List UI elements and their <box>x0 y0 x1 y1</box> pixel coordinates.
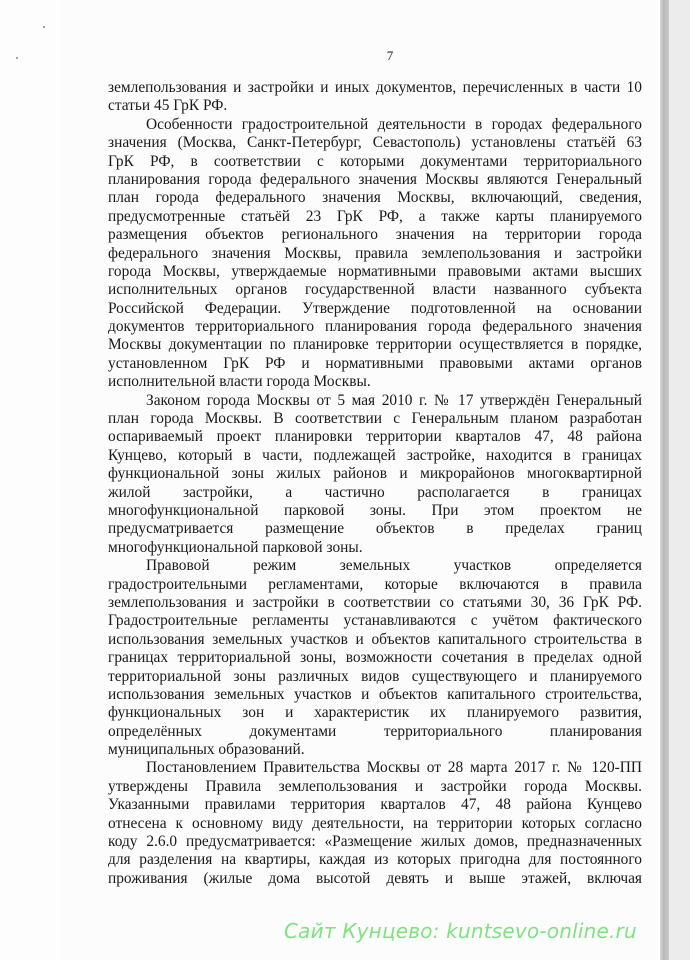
text-line: для разделения на квартиры, каждая из которых пригодна для постоянного <box>108 851 642 869</box>
text-line: землепользования и застройки и иных документов, перечисленных в части 10 <box>108 79 642 96</box>
text-line: проживания (жилые дома высотой девять и выше этажей, включая <box>108 869 642 887</box>
text-line: исполнительных органов государственной власти названного субъекта <box>108 281 642 299</box>
text-line: Градостроительные регламенты устанавливаются с учётом фактического <box>108 612 642 630</box>
text-line: функциональных зон и характеристик их планируемого развития, <box>108 704 642 722</box>
text-line: предусмотренные статьёй 23 ГрК РФ, а также карты планируемого <box>108 207 642 225</box>
text-line: предусматривается размещение объектов в пределах границ <box>108 520 642 538</box>
text-line: ГрК РФ, в соответствии с которыми документами территориального <box>108 152 642 170</box>
text-line: Особенности градостроительной деятельности в городах федерального <box>146 115 642 133</box>
text-line: многофункциональной парковой зоны. При этом проектом не <box>108 501 642 519</box>
scan-background-strip <box>669 0 690 960</box>
text-line: определённых документами территориального планирования <box>108 722 642 740</box>
text-line: оспариваемый проект планировки территории кварталов 47, 48 района <box>108 428 642 446</box>
text-line: территориальной зоны различных видов существующего и планируемого <box>108 667 642 685</box>
text-line: установленном ГрК РФ и нормативными правовыми актами органов <box>108 354 642 372</box>
text-line: Москвы документации по планировке территории осуществляется в порядке, <box>108 336 642 354</box>
text-line: планирования города федерального значения Москвы являются Генеральный <box>108 170 642 188</box>
text-line: план города Москвы. В соответствии с Генеральным планом разработан <box>108 410 642 428</box>
text-line: муниципальных образований. <box>108 741 305 759</box>
text-line: землепользования и застройки в соответствии со статьями 30, 36 ГрК РФ. <box>108 593 642 611</box>
text-line: план города федерального значения Москвы, включающий, сведения, <box>108 189 642 207</box>
text-line: функциональной зоны жилых районов и микрорайонов многоквартирной <box>108 465 642 483</box>
text-line: Правовой режим земельных участков определяется <box>146 557 642 575</box>
text-line: отнесена к основному виду деятельности, на территории которых согласно <box>108 814 642 832</box>
document-body <box>108 79 642 888</box>
text-line: коду 2.6.0 предусматривается: «Размещение жилых домов, предназначенных <box>108 833 642 851</box>
text-line: федерального значения Москвы, правила землепользования и застройки <box>108 244 642 262</box>
text-line: многофункциональной парковой зоны. <box>108 538 363 556</box>
text-line: жилой застройки, а частично располагается в границах <box>108 483 642 501</box>
text-line: значения (Москва, Санкт-Петербург, Севастополь) установлены статьёй 63 <box>108 134 642 152</box>
text-line: Законом города Москвы от 5 мая 2010 г. № 17 утверждён Генеральный <box>146 391 642 409</box>
text-line: использования земельных участков и объектов капитального строительства, <box>108 685 642 703</box>
text-line: границах территориальной зоны, возможности сочетания в пределах одной <box>108 649 642 667</box>
scan-speck <box>16 57 18 59</box>
site-watermark: Сайт Кунцево: kuntsevo-online.ru <box>284 919 637 943</box>
text-line: Указанными правилами территория кварталов 47, 48 района Кунцево <box>108 796 642 814</box>
text-line: Постановлением Правительства Москвы от 28 марта 2017 г. № 120-ПП <box>146 759 642 777</box>
text-line: Кунцево, который в части, подлежащей застройке, находится в границах <box>108 446 642 464</box>
text-line: размещения объектов регионального значения на территории города <box>108 226 642 244</box>
text-line: статьи 45 ГрК РФ. <box>108 97 228 115</box>
text-line: города Москвы, утверждаемые нормативными правовыми актами высших <box>108 262 642 280</box>
text-line: исполнительной власти города Москвы. <box>108 373 371 391</box>
text-line: утверждены Правила землепользования и застройки города Москвы. <box>108 777 642 795</box>
text-line: Российской Федерации. Утверждение подготовленной на основании <box>108 299 642 317</box>
page-left-margin <box>0 0 60 960</box>
page-number: 7 <box>386 48 394 63</box>
text-line: документов территориального планирования города федерального значения <box>108 318 642 336</box>
page-edge-shadow <box>660 0 669 960</box>
scan-speck <box>43 26 45 28</box>
text-line: использования земельных участков и объектов капитального строительства в <box>108 630 642 648</box>
text-line: градостроительными регламентами, которые включаются в правила <box>108 575 642 593</box>
